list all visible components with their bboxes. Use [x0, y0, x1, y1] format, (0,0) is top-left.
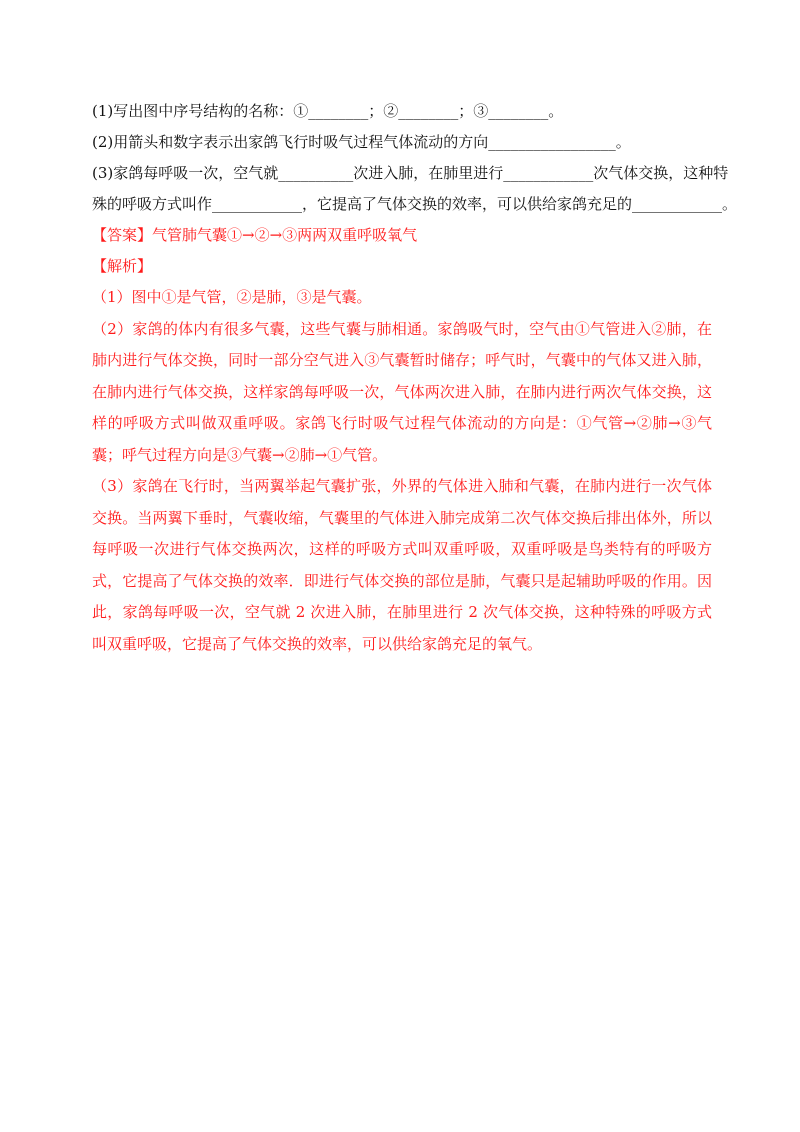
question-3-line-2: 殊的呼吸方式叫作____________，它提高了气体交换的效率，可以供给家鸽充足的____________。: [92, 195, 738, 213]
document-page: [92, 96, 738, 660]
analysis-paragraph-3: （3）家鸽在飞行时，当两翼举起气囊扩张，外界的气体进入肺和气囊，在肺内进行一次气体交换。当两翼下垂时，气囊收缩，气囊里的气体进入肺完成第二次气体交换后排出体外，所以每呼吸一次进行气体交换两次，这样的呼吸方式叫双重呼吸，双重呼吸是鸟类特有的呼吸方式，它提高了气体交换的效率．即进行气体交换的部位是肺，气囊只是起辅助呼吸的作用。因此，家鸽每呼吸一次，空气就 2 次进入肺，在肺里进行 2 次气体交换，这种特殊的呼吸方式叫双重呼吸，它提高了气体交换的效率，可以供给家鸽充足的氧气。: [92, 477, 712, 653]
analysis-paragraph-1: （1）图中①是气管，②是肺，③是气囊。: [92, 288, 372, 306]
question-1: (1)写出图中序号结构的名称：①________；②________；③________。: [92, 102, 564, 120]
answer-label: 【答案】: [92, 226, 153, 244]
question-3-line-1: (3)家鸽每呼吸一次，空气就__________次进入肺，在肺里进行____________次气体交换，这种特: [92, 164, 729, 182]
analysis-paragraph-2: （2）家鸽的体内有很多气囊，这些气囊与肺相通。家鸽吸气时，空气由①气管进入②肺，在肺内进行气体交换，同时一部分空气进入③气囊暂时储存；呼气时，气囊中的气体又进入肺，在肺内进行气体交换，这样家鸽每呼吸一次，气体两次进入肺，在肺内进行两次气体交换，这样的呼吸方式叫做双重呼吸。家鸽飞行时吸气过程气体流动的方向是：①气管→②肺→③气囊；呼气过程方向是③气囊→②肺→①气管。: [92, 319, 712, 464]
answer-text: 气管肺气囊①→②→③两两双重呼吸氧气: [152, 226, 418, 244]
question-2: (2)用箭头和数字表示出家鸽飞行时吸气过程气体流动的方向_________________。: [92, 133, 631, 151]
analysis-label: 【解析】: [92, 257, 153, 275]
answer-line: [92, 220, 712, 251]
